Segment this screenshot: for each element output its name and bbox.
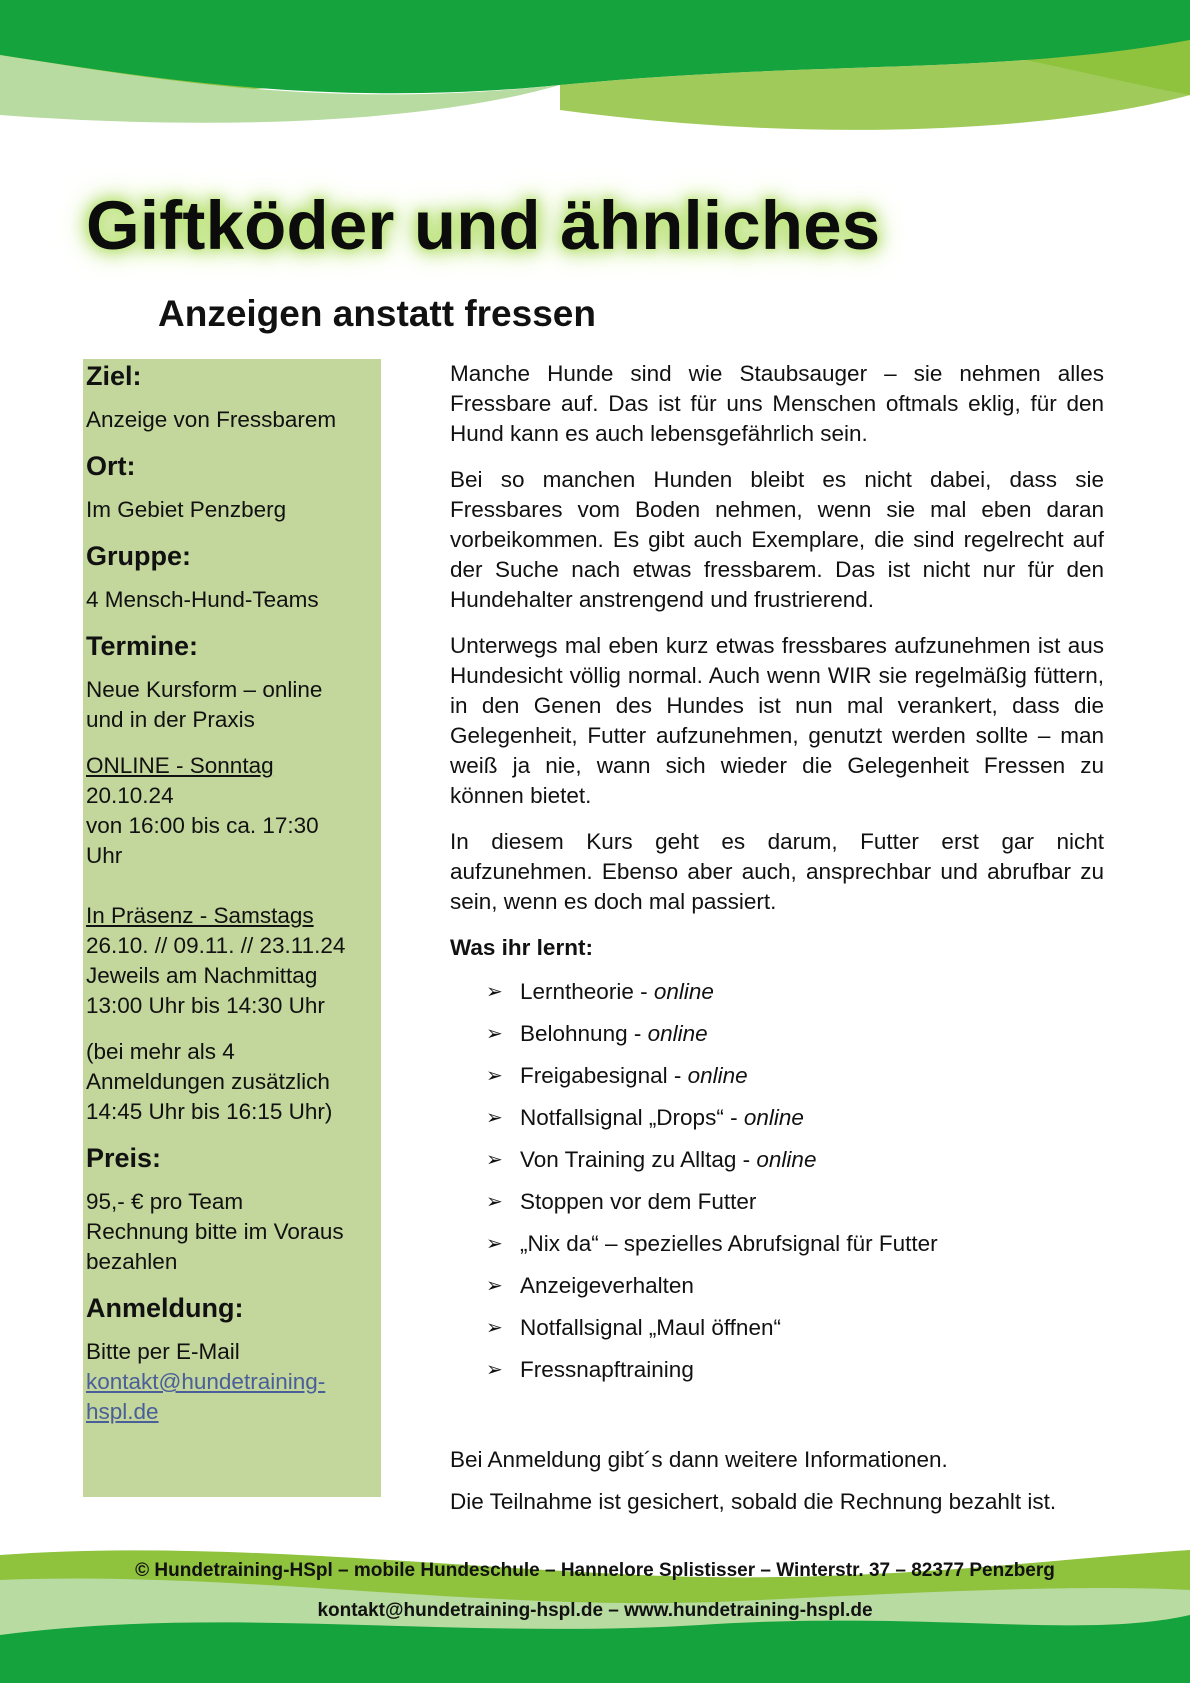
registration-text [86,1337,381,1427]
price-line: 95,- € pro Team [86,1189,244,1214]
registration-email-link[interactable]: kontakt@hundetraining- hspl.de [86,1369,326,1424]
learn-list [450,977,1104,1385]
learn-item-label: Freigabesignal - [520,1063,688,1088]
group-text: 4 Mensch-Hund-Teams [86,587,319,612]
learn-list-item [486,1355,1104,1385]
intro-paragraph: Bei so manchen Hunden bleibt es nicht dabei, dass sie Fressbares vom Boden nehmen, wenn sie mal eben daran vorbeikommen. Es gibt auch Exemplare, die sind regelrecht auf der Suche nach etwas fressbarem. Das ist nicht nur für den Hundehalter anstrengend und frustrierend. [450,467,1104,612]
online-session-label: ONLINE - Sonntag [86,753,274,778]
price-line: Rechnung bitte im Voraus [86,1219,344,1244]
intro-paragraph: Manche Hunde sind wie Staubsauger – sie nehmen alles Fressbare auf. Das ist für uns Menschen oftmals eklig, für den Hund kann es auch lebensgefährlich sein. [450,361,1104,446]
online-tag: online [743,1105,804,1130]
online-tag: online [647,1021,708,1046]
online-tag: online [687,1063,748,1088]
closing-info: Die Teilnahme ist gesichert, sobald die Rechnung bezahlt ist. [450,1489,1057,1514]
location-text: Im Gebiet Penzberg [86,497,287,522]
extra-session-line: (bei mehr als 4 [86,1039,235,1064]
learn-list-item [486,1145,1104,1175]
online-tag: online [756,1147,817,1172]
footer-contact: kontakt@hundetraining-hspl.de – www.hundetraining-hspl.de [317,1600,873,1621]
location-heading: Ort: [86,451,136,481]
learn-list-item [486,1103,1104,1133]
learn-list-item [486,1271,1104,1301]
registration-heading: Anmeldung: [86,1293,244,1323]
learn-item-label: Lerntheorie - [520,979,654,1004]
learn-item-label: Notfallsignal „Drops“ - [520,1105,744,1130]
arrow-bullet-icon: ➢ [486,981,503,1003]
page-subtitle: Anzeigen anstatt fressen [158,293,596,334]
presence-session-label: In Präsenz - Samstags [86,903,314,928]
arrow-bullet-icon: ➢ [486,1359,503,1381]
online-tag: online [653,979,714,1004]
learn-item-label: Anzeigeverhalten [520,1273,694,1298]
presence-session-time: Jeweils am Nachmittag [86,963,318,988]
arrow-bullet-icon: ➢ [486,1065,503,1087]
price-text [86,1187,381,1277]
goal-heading: Ziel: [86,361,142,391]
learn-item-label: Notfallsignal „Maul öffnen“ [520,1315,781,1340]
online-session-time: Uhr [86,843,123,868]
goal-text: Anzeige von Fressbarem [86,407,337,432]
learn-list-item [486,1229,1104,1259]
registration-instruction: Bitte per E-Mail [86,1339,240,1364]
presence-session-time: 13:00 Uhr bis 14:30 Uhr [86,993,325,1018]
arrow-bullet-icon: ➢ [486,1149,503,1171]
price-heading: Preis: [86,1143,162,1173]
dates-intro-line: Neue Kursform – online [86,677,323,702]
learn-list-item [486,1019,1104,1049]
arrow-bullet-icon: ➢ [486,1317,503,1339]
arrow-bullet-icon: ➢ [486,1107,503,1129]
arrow-bullet-icon: ➢ [486,1233,503,1255]
price-line: bezahlen [86,1249,178,1274]
extra-session-note [86,1037,381,1127]
learn-list-item [486,1313,1104,1343]
dates-intro-line: und in der Praxis [86,707,255,732]
footer-address: © Hundetraining-HSpl – mobile Hundeschule – Hannelore Splistisser – Winterstr. 37 – 82377 Penzberg [135,1560,1055,1581]
learn-heading: Was ihr lernt: [450,935,593,960]
learn-list-item [486,977,1104,1007]
learn-list-item [486,1187,1104,1217]
learn-item-label: Stoppen vor dem Futter [520,1189,757,1214]
group-heading: Gruppe: [86,541,191,571]
dates-intro [86,675,381,735]
arrow-bullet-icon: ➢ [486,1191,503,1213]
online-session-date: 20.10.24 [86,783,174,808]
closing-info: Bei Anmeldung gibt´s dann weitere Informationen. [450,1447,948,1472]
online-session [86,751,381,871]
dates-heading: Termine: [86,631,199,661]
arrow-bullet-icon: ➢ [486,1275,503,1297]
learn-item-label: Von Training zu Alltag - [520,1147,757,1172]
header-wave-decoration [0,0,1190,150]
page-title: Giftköder und ähnliches [86,187,881,264]
learn-list-item [486,1061,1104,1091]
extra-session-line: 14:45 Uhr bis 16:15 Uhr) [86,1099,333,1124]
course-info-sidebar [83,359,381,1497]
intro-paragraph: Unterwegs mal eben kurz etwas fressbares aufzunehmen ist aus Hundesicht völlig normal. Auch wenn WIR sie regelmäßig füttern, in den Genen des Hundes ist nun mal verankert, dass die Gelegenheit, Futter aufzunehmen, genutzt werden sollte – man weiß ja nie, wann sich wieder die Gelegenheit Fressen zu können bietet. [450,633,1104,808]
presence-session [86,901,381,1021]
online-session-time: von 16:00 bis ca. 17:30 [86,813,319,838]
course-description [450,359,1104,1529]
extra-session-line: Anmeldungen zusätzlich [86,1069,330,1094]
learn-item-label: Fressnapftraining [520,1357,694,1382]
learn-item-label: Belohnung - [520,1021,648,1046]
intro-paragraph: In diesem Kurs geht es darum, Futter erst gar nicht aufzunehmen. Ebenso aber auch, ansprechbar und abrufbar zu sein, wenn es doch mal passiert. [450,829,1104,914]
presence-session-dates: 26.10. // 09.11. // 23.11.24 [86,933,346,958]
arrow-bullet-icon: ➢ [486,1023,503,1045]
learn-item-label: „Nix da“ – spezielles Abrufsignal für Futter [520,1231,938,1256]
